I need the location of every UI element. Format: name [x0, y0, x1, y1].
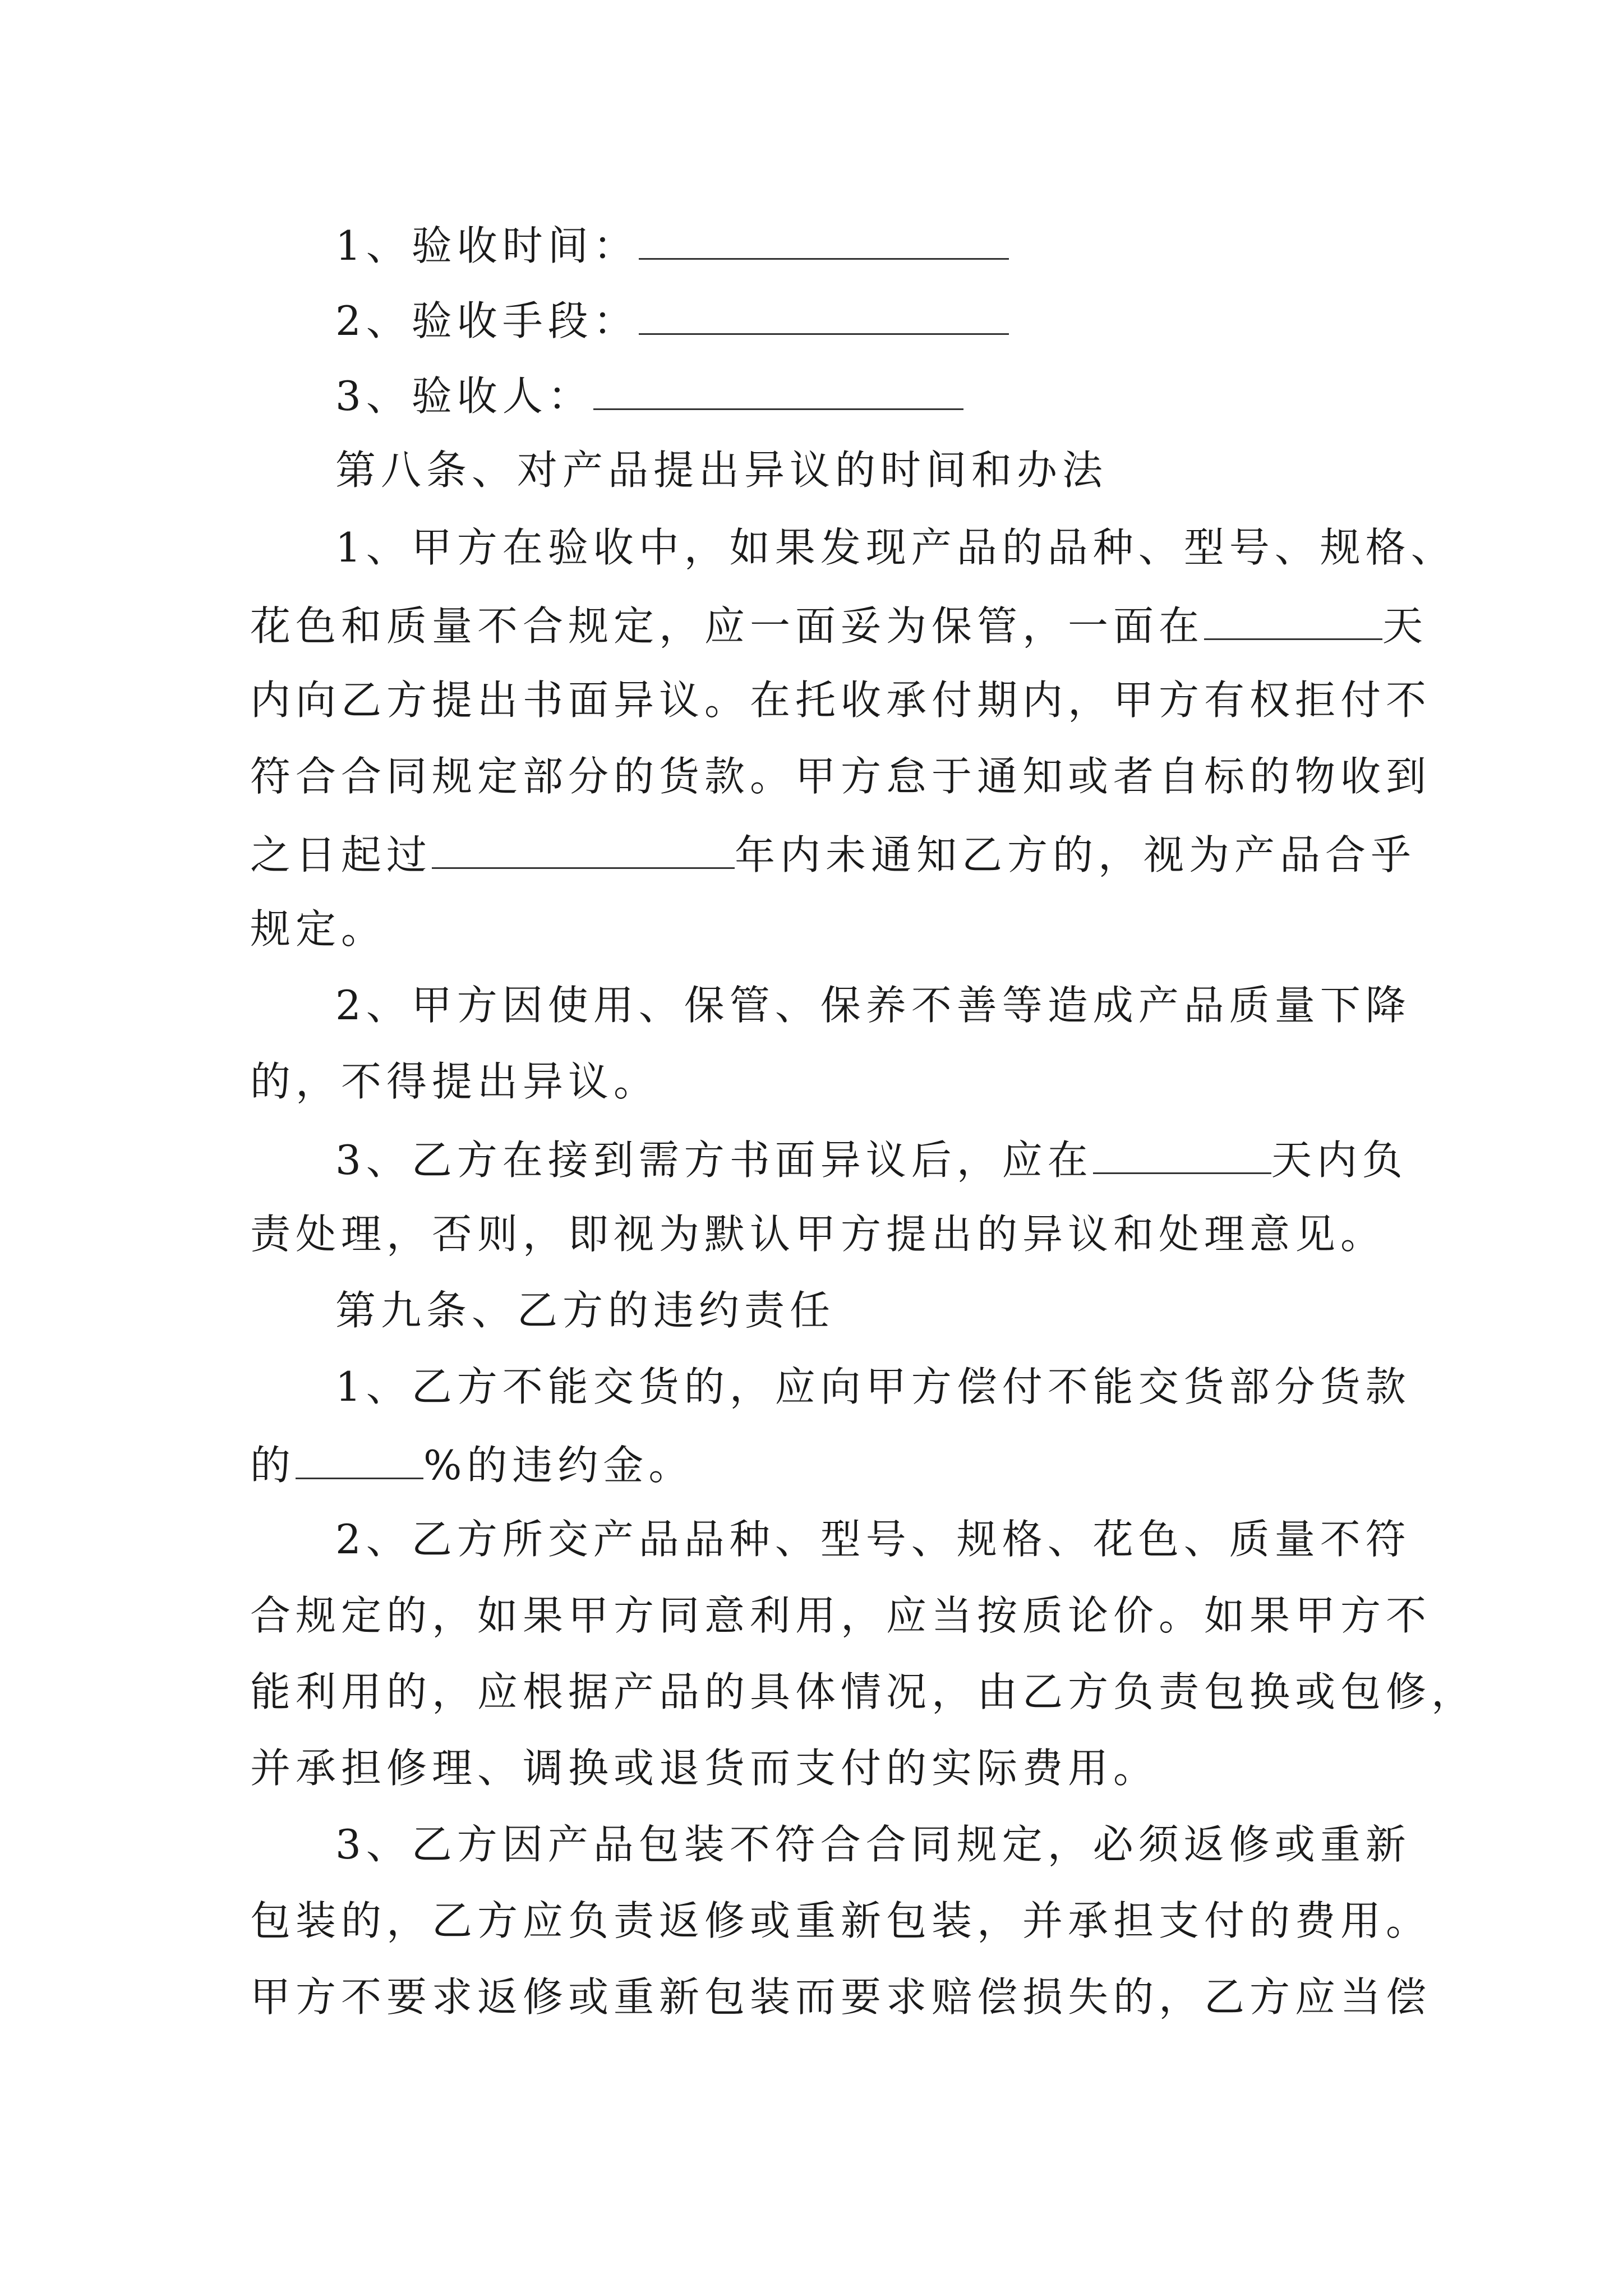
article-8-paragraph-1-line-5: 之日起过 年内未通知乙方的，视为产品合乎 [250, 831, 1417, 878]
article-9-paragraph-1-line-2: 的 %的违约金。 [250, 1442, 694, 1489]
acceptance-method-blank [639, 298, 1009, 335]
article-9-paragraph-2-line-2: 合规定的，如果甲方同意利用，应当按质论价。如果甲方不 [250, 1592, 1432, 1639]
article-9-paragraph-3-line-3: 甲方不要求返修或重新包装而要求赔偿损失的，乙方应当偿 [250, 1973, 1432, 2021]
article-9-paragraph-2-line-3: 能利用的，应根据产品的具体情况，由乙方负责包换或包修， [250, 1668, 1477, 1715]
article-8-paragraph-2-line-2: 的，不得提出异议。 [250, 1058, 660, 1105]
acceptance-method-label: 2、验收手段： [335, 297, 639, 344]
acceptance-time-line [335, 222, 1009, 269]
article-9-paragraph-2-line-4: 并承担修理、调换或退货而支付的实际费用。 [250, 1745, 1159, 1792]
article-9-paragraph-3-line-1: 3、乙方因产品包装不符合合同规定，必须返修或重新 [335, 1821, 1411, 1868]
acceptance-person-label: 3、验收人： [335, 372, 593, 420]
article-8-paragraph-1-line-3: 内向乙方提出书面异议。在托收承付期内，甲方有权拒付不 [250, 677, 1432, 724]
article-8-paragraph-1-line-2: 花色和质量不合规定，应一面妥为保管，一面在 天 [250, 602, 1428, 650]
article-9-paragraph-1-line-1: 1、乙方不能交货的，应向甲方偿付不能交货部分货款 [335, 1363, 1411, 1410]
acceptance-person-blank [593, 374, 963, 410]
percent-blank [296, 1443, 423, 1479]
acceptance-time-label: 1、验收时间： [335, 222, 639, 269]
acceptance-person-line [335, 372, 963, 420]
acceptance-time-blank [639, 223, 1009, 260]
acceptance-method-line [335, 297, 1009, 344]
article-8-paragraph-1-line-1: 1、甲方在验收中，如果发现产品的品种、型号、规格、 [335, 524, 1456, 571]
article-8-paragraph-3-line-2: 责处理，否则，即视为默认甲方提出的异议和处理意见。 [250, 1211, 1386, 1258]
article-9-paragraph-2-line-1: 2、乙方所交产品品种、型号、规格、花色、质量不符 [335, 1516, 1411, 1563]
days-blank-1 [1204, 604, 1382, 640]
article-9-heading: 第九条、乙方的违约责任 [335, 1287, 836, 1334]
years-blank [432, 832, 735, 869]
article-8-paragraph-1-line-6: 规定。 [250, 905, 387, 953]
article-8-paragraph-1-line-4: 符合合同规定部分的货款。甲方怠于通知或者自标的物收到 [250, 753, 1432, 800]
article-8-heading: 第八条、对产品提出异议的时间和办法 [335, 447, 1108, 494]
article-9-paragraph-3-line-2: 包装的，乙方应负责返修或重新包装，并承担支付的费用。 [250, 1897, 1432, 1944]
article-8-paragraph-2-line-1: 2、甲方因使用、保管、保养不善等造成产品质量下降 [335, 982, 1411, 1029]
days-blank-2 [1093, 1138, 1271, 1174]
article-8-paragraph-3-line-1: 3、乙方在接到需方书面异议后，应在 天内负 [335, 1137, 1408, 1184]
